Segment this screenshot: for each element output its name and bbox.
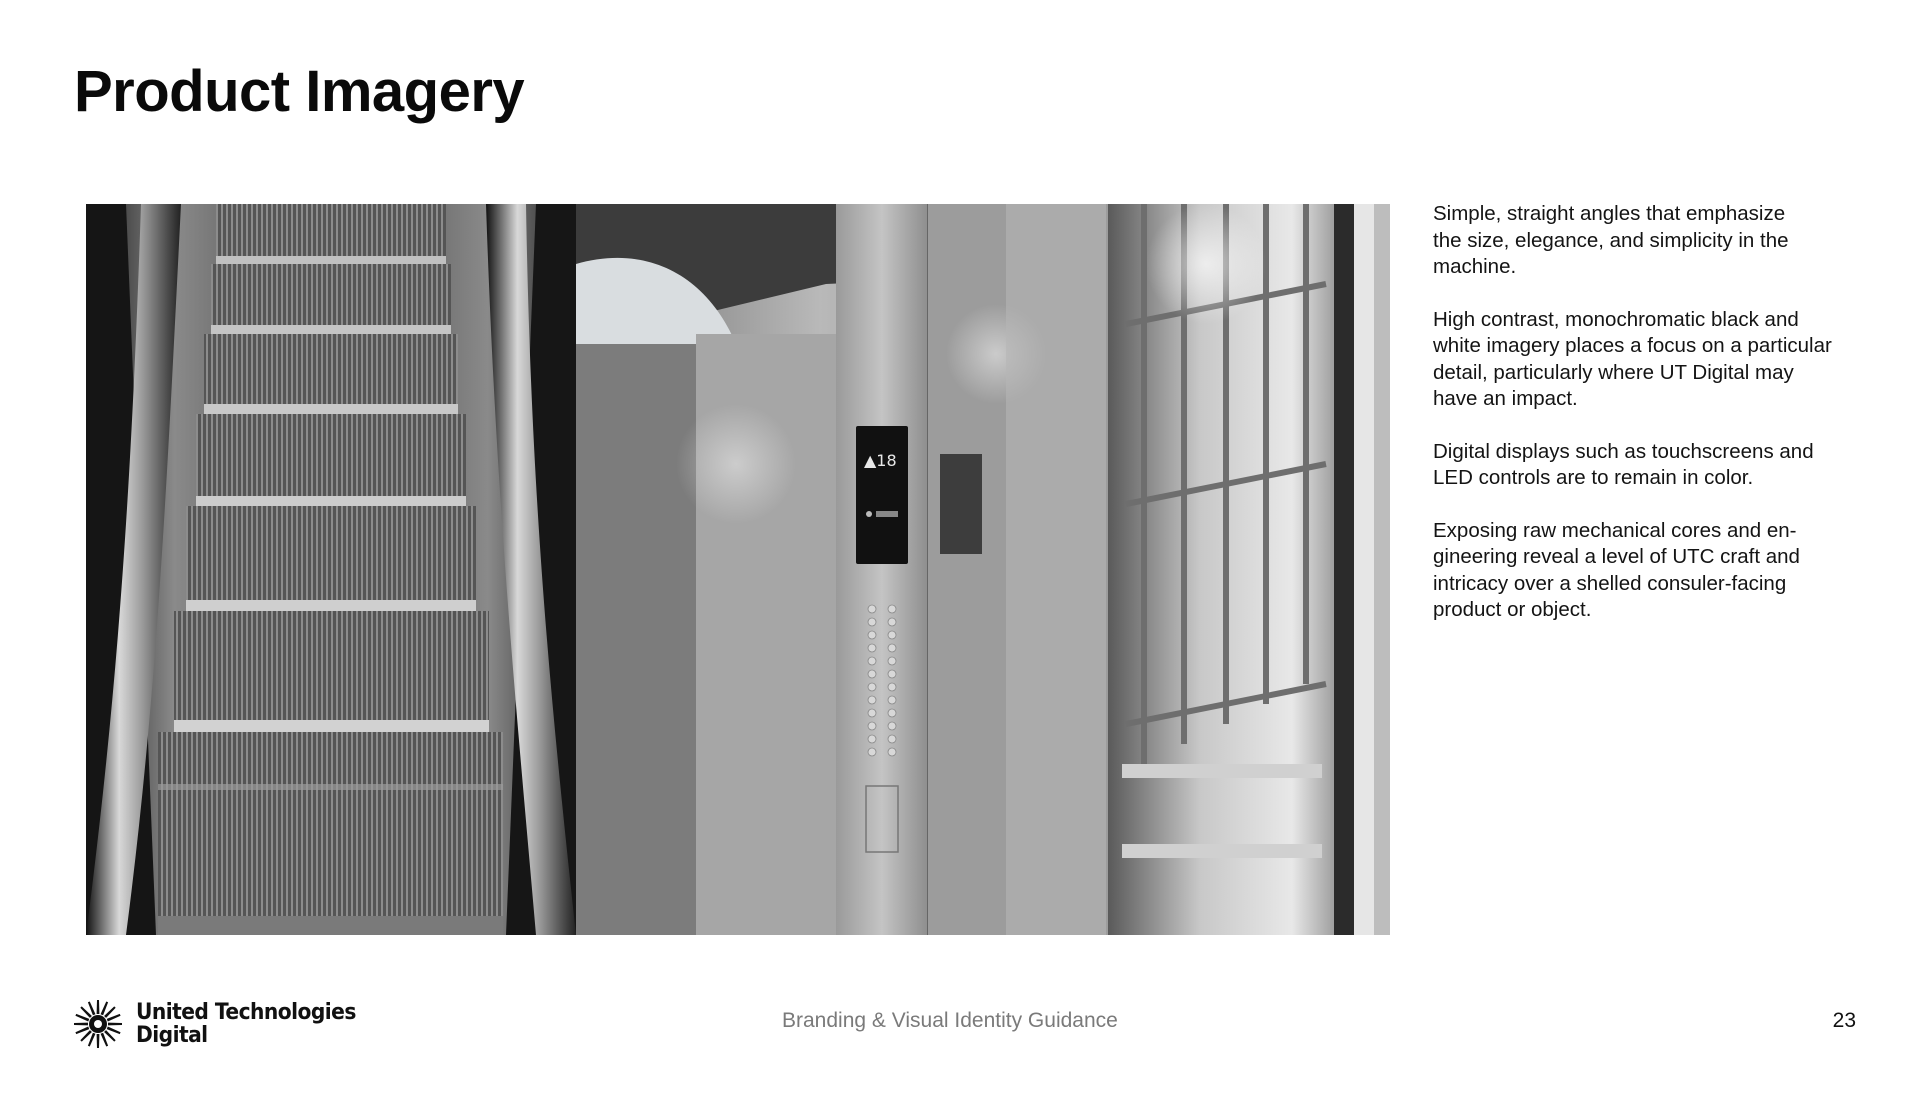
logo-line-1: United Technologies (136, 1000, 356, 1025)
paragraph-displays: Digital displays such as touchscreens and LED controls are to remain in color. (1433, 439, 1814, 489)
logo-line-2: Digital (136, 1023, 208, 1048)
footer-document-title: Branding & Visual Identity Guidance (782, 1009, 1118, 1032)
page-title: Product Imagery (74, 59, 525, 124)
elevator-display-text: ▲18 (864, 451, 897, 470)
paragraph-angles: Simple, straight angles that emphasize the size, elegance, and simplicity in the machine. (1433, 202, 1789, 278)
company-logo (72, 996, 375, 1052)
body-copy (1433, 201, 1873, 650)
product-imagery-photo (86, 204, 1390, 935)
product-imagery-illustration (86, 204, 1390, 935)
logo-wordmark (136, 1001, 356, 1047)
paragraph-mechanical: Exposing raw mechanical cores and en- gineering reveal a level of UTC craft and intricacy over a shelled consuler-facing product or object. (1433, 518, 1800, 621)
sunburst-logo-icon (72, 998, 124, 1050)
page-number: 23 (1832, 1009, 1856, 1032)
paragraph-contrast: High contrast, monochromatic black and white imagery places a focus on a particular detail, particularly where UT Digital may have an impact. (1433, 307, 1832, 410)
